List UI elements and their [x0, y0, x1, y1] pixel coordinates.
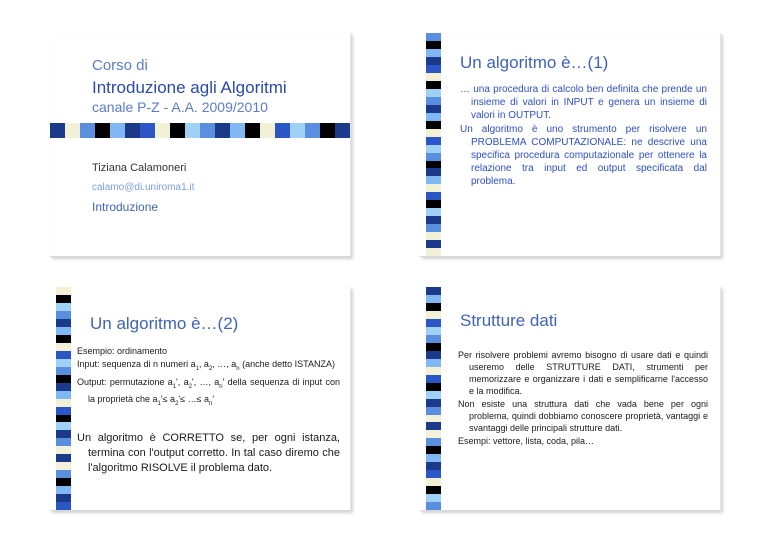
strip-block [426, 502, 441, 510]
strip-block [215, 123, 230, 138]
paragraph: Per risolvere problemi avremo bisogno di usare dati e quindi useremo delle STRUTTURE DATI, strumenti per memorizzare e organizzare i dati e semplificarne l'accesso e la modifica. [458, 350, 708, 396]
strip-block [426, 153, 441, 161]
strip-block [426, 73, 441, 81]
strip-block [56, 470, 71, 478]
strip-block [426, 335, 441, 343]
strip-block [56, 399, 71, 407]
strip-block [426, 359, 441, 367]
strip-block [56, 391, 71, 399]
slide-data-structures [420, 287, 721, 511]
strip-block [155, 123, 170, 138]
strip-block [56, 430, 71, 438]
strip-block [426, 303, 441, 311]
paragraph: Un algoritmo è CORRETTO se, per ogni istanza, termina con l'output corretto. In tal caso diremo che l'algoritmo RISOLVE il problema dato. [77, 432, 340, 474]
strip-block [426, 478, 441, 486]
strip-block [426, 446, 441, 454]
strip-block [260, 123, 275, 138]
output-line: Output: permutazione $a_1'$, $a_2'$, …, $a_n'$ della sequenza di input con la proprietà che $a_1'\le a_2'\le$ …≤ $a_n'$ [77, 376, 340, 407]
strip-block [426, 81, 441, 89]
strip-block [426, 248, 441, 256]
slide-title: Strutture dati [460, 311, 558, 330]
strip-block [56, 446, 71, 454]
strip-block [56, 327, 71, 335]
correctness-text [77, 431, 340, 477]
strip-block [56, 462, 71, 470]
strip-block [426, 399, 441, 407]
decorative-strip [50, 123, 350, 138]
strip-block [56, 287, 71, 295]
slide-body [458, 349, 708, 448]
strip-block [56, 438, 71, 446]
strip-block [170, 123, 185, 138]
paragraph: Esempi: vettore, lista, coda, pila… [458, 436, 595, 446]
strip-block [426, 240, 441, 248]
strip-block [56, 367, 71, 375]
strip-block [110, 123, 125, 138]
strip-block [426, 216, 441, 224]
paragraph: Un algoritmo è uno strumento per risolvere un PROBLEMA COMPUTAZIONALE: ne descrive una specifica procedura computazionale per ottenere la relazione tra input ed output specificata dal problema. [460, 124, 707, 187]
strip-block [56, 351, 71, 359]
strip-block [426, 462, 441, 470]
strip-block [245, 123, 260, 138]
strip-block [65, 123, 80, 138]
strip-block [426, 422, 441, 430]
strip-block [426, 192, 441, 200]
slide-body [460, 83, 707, 189]
strip-block [426, 319, 441, 327]
strip-block [426, 176, 441, 184]
strip-block [426, 121, 441, 129]
strip-block [426, 89, 441, 97]
strip-block [426, 351, 441, 359]
strip-block [426, 105, 441, 113]
strip-block [426, 232, 441, 240]
strip-block [125, 123, 140, 138]
strip-block [56, 343, 71, 351]
strip-block [56, 486, 71, 494]
course-channel: canale P-Z - A.A. 2009/2010 [92, 99, 268, 115]
strip-block [426, 494, 441, 502]
strip-block [426, 168, 441, 176]
strip-block [426, 430, 441, 438]
paragraph: Non esiste una struttura dati che vada bene per ogni problema, quindi dobbiamo conoscere proprietà, vantaggi e svantaggi delle principali strutture dati. [458, 399, 708, 433]
strip-block [426, 295, 441, 303]
strip-block [56, 407, 71, 415]
strip-block [56, 454, 71, 462]
strip-block [426, 415, 441, 423]
strip-block [426, 287, 441, 295]
strip-block [426, 65, 441, 73]
strip-block [80, 123, 95, 138]
strip-block [426, 200, 441, 208]
slide-algorithm-2 [50, 287, 351, 511]
strip-block [230, 123, 245, 138]
strip-block [426, 208, 441, 216]
strip-block [426, 367, 441, 375]
strip-block [275, 123, 290, 138]
strip-block [426, 137, 441, 145]
strip-block [426, 383, 441, 391]
paragraph: … una procedura di calcolo ben definita che prende un insieme di valori in INPUT e genera un insieme di valori in OUTPUT. [460, 84, 707, 121]
strip-block [56, 295, 71, 303]
slide-title: Un algoritmo è…(2) [90, 314, 239, 333]
strip-block [185, 123, 200, 138]
example-line: Esempio: ordinamento [77, 346, 168, 356]
strip-block [426, 407, 441, 415]
course-label: Corso di [92, 57, 148, 74]
strip-block [426, 454, 441, 462]
strip-block [426, 49, 441, 57]
strip-block [426, 224, 441, 232]
strip-block [426, 113, 441, 121]
author-name: Tiziana Calamoneri [92, 162, 187, 174]
strip-block [426, 343, 441, 351]
decorative-strip [426, 287, 441, 510]
strip-block [140, 123, 155, 138]
strip-block [50, 123, 65, 138]
strip-block [200, 123, 215, 138]
strip-block [56, 303, 71, 311]
strip-block [290, 123, 305, 138]
strip-block [426, 391, 441, 399]
strip-block [426, 145, 441, 153]
strip-block [335, 123, 350, 138]
strip-block [56, 478, 71, 486]
author-email[interactable]: calamo@di.uniroma1.it [92, 182, 195, 193]
slide-title [50, 33, 351, 257]
strip-block [426, 97, 441, 105]
strip-block [426, 41, 441, 49]
slide-body [77, 345, 340, 410]
strip-block [56, 422, 71, 430]
slide-algorithm-1 [420, 33, 721, 257]
strip-block [56, 311, 71, 319]
strip-block [426, 57, 441, 65]
strip-block [56, 335, 71, 343]
input-line: Input: sequenza di n numeri $a_1$, $a_2$, …, $a_n$ (anche detto ISTANZA) [77, 359, 336, 372]
course-title: Introduzione agli Algoritmi [92, 78, 287, 97]
strip-block [56, 319, 71, 327]
strip-block [426, 375, 441, 383]
strip-block [305, 123, 320, 138]
strip-block [426, 161, 441, 169]
strip-block [56, 383, 71, 391]
strip-block [95, 123, 110, 138]
decorative-strip [56, 287, 71, 510]
strip-block [426, 327, 441, 335]
slide-title: Un algoritmo è…(1) [460, 53, 609, 72]
strip-block [426, 470, 441, 478]
strip-block [426, 486, 441, 494]
strip-block [426, 311, 441, 319]
strip-block [426, 129, 441, 137]
strip-block [56, 494, 71, 502]
slide-topic: Introduzione [92, 200, 159, 214]
strip-block [320, 123, 335, 138]
strip-block [426, 438, 441, 446]
strip-block [56, 359, 71, 367]
strip-block [56, 502, 71, 510]
strip-block [56, 415, 71, 423]
strip-block [426, 33, 441, 41]
strip-block [426, 184, 441, 192]
decorative-strip [426, 33, 441, 256]
strip-block [56, 375, 71, 383]
